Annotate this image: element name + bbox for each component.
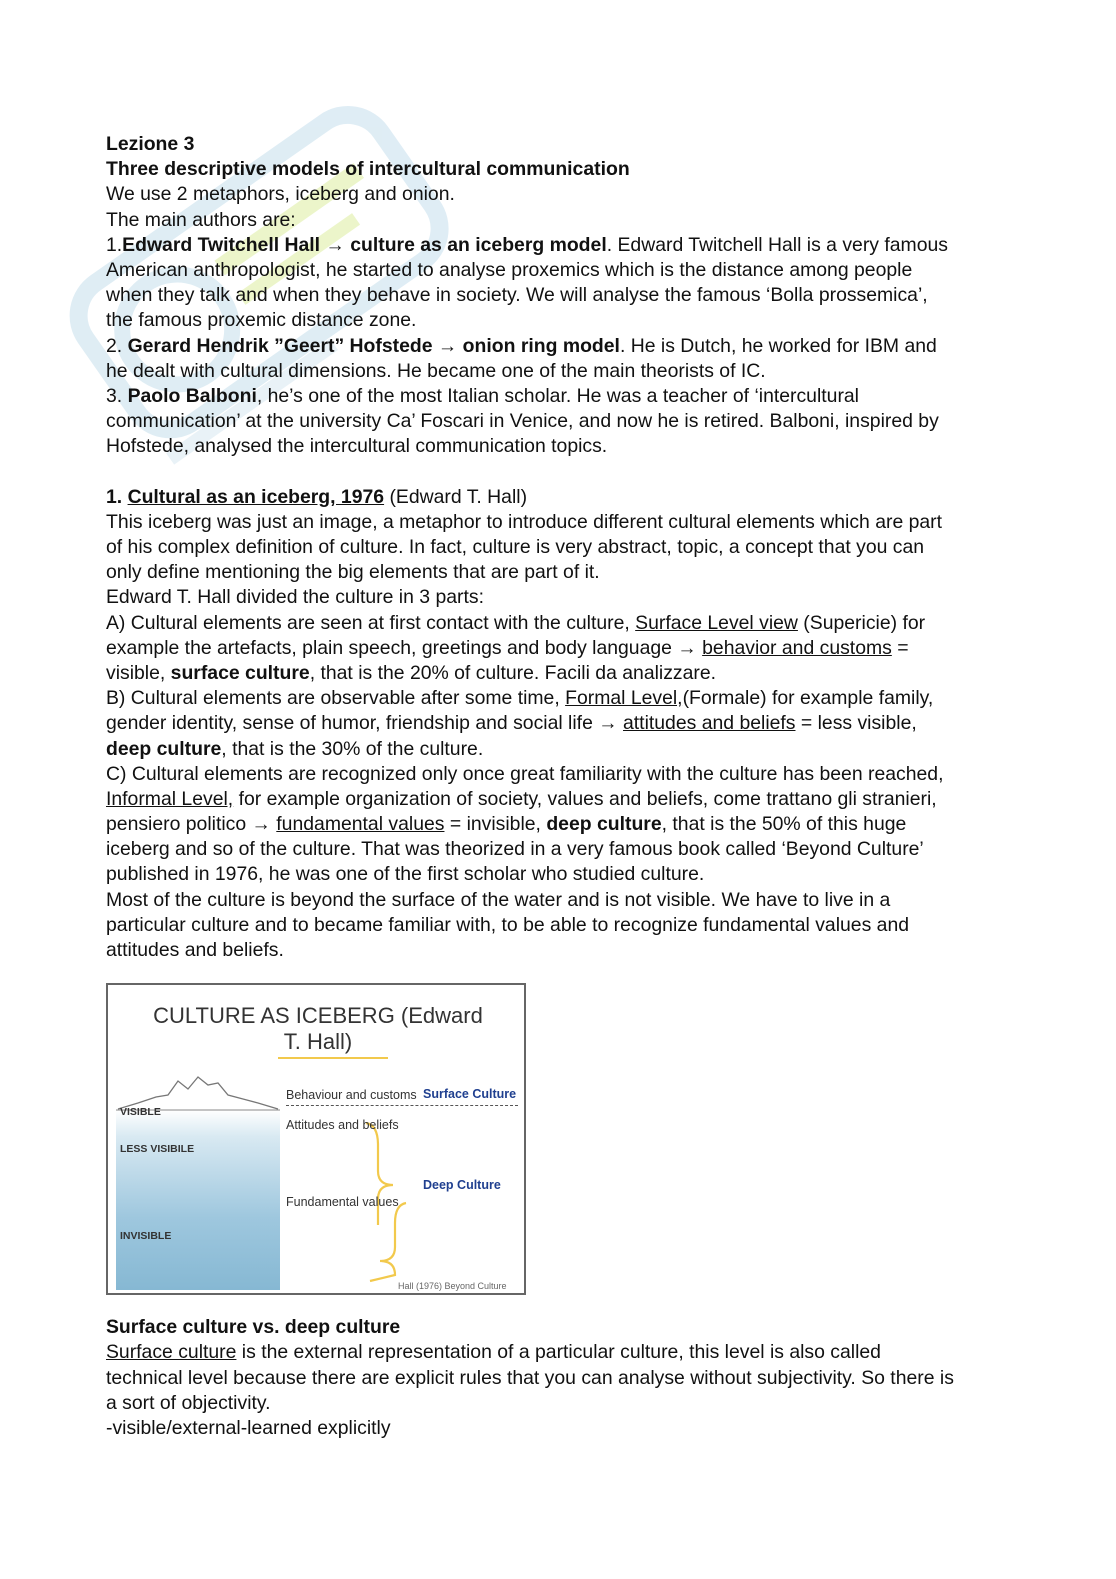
page-title: Three descriptive models of intercultural communication	[106, 158, 630, 181]
intro-line: The main authors are:	[106, 208, 296, 231]
behaviour-label: Behaviour and customs	[286, 1088, 417, 1103]
paragraph-line: he dealt with cultural dimensions. He became one of the main theorists of IC.	[106, 359, 766, 382]
author-1: 1.Edward Twitchell Hall → culture as an iceberg model. Edward Twitchell Hall is a very famous	[106, 233, 948, 256]
point-a: A) Cultural elements are seen at first contact with the culture, Surface Level view (Supericie) for	[106, 611, 926, 634]
deep-culture-label: Deep Culture	[423, 1178, 501, 1193]
paragraph-line: Most of the culture is beyond the surface of the water and is not visible. We have to live in a	[106, 888, 891, 911]
figure-credit: Hall (1976) Beyond Culture	[398, 1281, 507, 1292]
point-c: C) Cultural elements are recognized only once great familiarity with the culture has been reached,	[106, 762, 944, 785]
point-c: Informal Level, for example organization of society, values and beliefs, come trattano gli stranieri,	[106, 787, 937, 810]
point-a: example the artefacts, plain speech, greetings and body language → behavior and customs =	[106, 636, 909, 659]
section-heading: 1. Cultural as an iceberg, 1976 (Edward T. Hall)	[106, 485, 528, 508]
paragraph-line: communication’ at the university Ca’ Foscari in Venice, and now he is retired. Balboni, inspired by	[106, 410, 939, 433]
paragraph-line: when they talk and when they behave in society. We will analyse the famous ‘Bolla prossemica’,	[106, 284, 928, 307]
point-b: B) Cultural elements are observable after some time, Formal Level,(Formale) for example family,	[106, 687, 934, 710]
document-page	[106, 132, 1016, 1441]
paragraph-line: a sort of objectivity.	[106, 1391, 271, 1414]
paragraph-line: Edward T. Hall divided the culture in 3 parts:	[106, 586, 484, 609]
author-2: 2. Gerard Hendrik ”Geert” Hofstede → onion ring model. He is Dutch, he worked for IBM and	[106, 334, 937, 357]
visible-label: VISIBLE	[120, 1106, 161, 1119]
surface-divider	[286, 1105, 518, 1106]
figure-title: CULTURE AS ICEBERG (Edward T. Hall)	[153, 1003, 483, 1055]
paragraph-line: -visible/external-learned explicitly	[106, 1416, 391, 1439]
iceberg-figure	[106, 983, 526, 1295]
surface-culture-label: Surface Culture	[423, 1087, 517, 1102]
paragraph-line: Hofstede, analysed the intercultural communication topics.	[106, 435, 608, 458]
point-c: pensiero politico → fundamental values = invisible, deep culture, that is the 50% of this huge	[106, 813, 907, 836]
point-b: deep culture, that is the 30% of the culture.	[106, 737, 484, 760]
attitudes-label: Attitudes and beliefs	[286, 1118, 399, 1133]
paragraph-line: particular culture and to became familiar with, to be able to recognize fundamental values and	[106, 913, 910, 936]
fundamental-values-label: Fundamental values	[286, 1195, 399, 1210]
invisible-label: INVISIBLE	[120, 1230, 172, 1243]
paragraph-line: Surface culture is the external representation of a particular culture, this level is also called	[106, 1341, 881, 1364]
point-c: published in 1976, he was one of the first scholar who studied culture.	[106, 863, 705, 886]
lesson-heading: Lezione 3	[106, 133, 195, 155]
point-c: iceberg and so of the culture. That was theorized in a very famous book called ‘Beyond Culture’	[106, 838, 924, 861]
less-visible-label: LESS VISIBILE	[120, 1143, 195, 1156]
paragraph-line: technical level because there are explicit rules that you can analyse without subjectivity. So there is	[106, 1366, 954, 1389]
paragraph-line: attitudes and beliefs.	[106, 939, 284, 961]
paragraph-line: only define mentioning the big elements that are part of it.	[106, 561, 600, 584]
paragraph-line: This iceberg was just an image, a metaphor to introduce different cultural elements which are part	[106, 510, 943, 533]
point-a: visible, surface culture, that is the 20% of culture. Facili da analizzare.	[106, 661, 717, 684]
paragraph-line: of his complex definition of culture. In fact, culture is very abstract, topic, a concept that you can	[106, 536, 925, 558]
intro-line: We use 2 metaphors, iceberg and onion.	[106, 183, 455, 206]
author-3: 3. Paolo Balboni, he’s one of the most Italian scholar. He was a teacher of ‘intercultural	[106, 384, 859, 407]
section-heading: Surface culture vs. deep culture	[106, 1316, 401, 1339]
paragraph-line: the famous proxemic distance zone.	[106, 309, 417, 332]
paragraph-line: American anthropologist, he started to analyse proxemics which is the distance among people	[106, 258, 913, 281]
point-b: gender identity, sense of humor, friendship and social life → attitudes and beliefs = less visible,	[106, 712, 917, 735]
